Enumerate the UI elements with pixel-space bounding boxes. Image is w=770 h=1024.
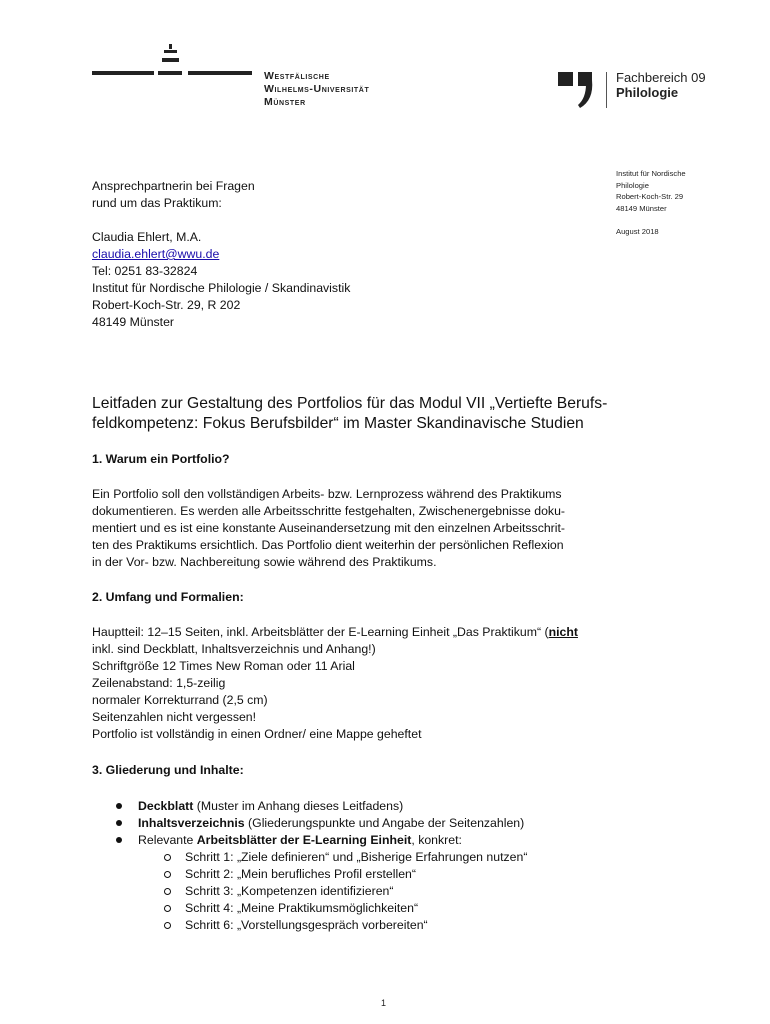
section-paragraph <box>92 624 682 743</box>
contact-intro: rund um das Praktikum: <box>92 196 222 210</box>
page-number: 1 <box>381 998 387 1008</box>
title-line: feldkompetenz: Fokus Berufsbilder“ im Master Skandinavische Studien <box>92 415 584 432</box>
university-logo <box>92 44 422 116</box>
paragraph-line: mentiert und es ist eine konstante Auseinandersetzung mit den einzelnen Arbeitsschrit- <box>92 521 566 535</box>
bullet-icon <box>116 837 122 843</box>
sub-list-item <box>116 917 716 934</box>
paragraph-line: in der Vor- bzw. Nachbereitung sowie während des Praktikums. <box>92 555 437 569</box>
address-line: 48149 Münster <box>616 203 667 213</box>
paragraph-line: Zeilenabstand: 1,5-zeilig <box>92 676 226 690</box>
faculty-name: Fachbereich 09 <box>616 70 706 85</box>
paragraph-line: inkl. sind Deckblatt, Inhaltsverzeichnis und Anhang!) <box>92 642 376 656</box>
list-item-text: , konkret: <box>411 833 462 847</box>
university-name-line: Westfälische <box>264 70 330 82</box>
circle-bullet-icon <box>164 854 171 861</box>
faculty-logo <box>556 70 726 112</box>
list-item-text: (Muster im Anhang dieses Leitfadens) <box>193 799 404 813</box>
bullet-icon <box>116 820 122 826</box>
list-item <box>116 815 716 832</box>
sub-list-item-text: Schritt 4: „Meine Praktikumsmöglichkeiten“ <box>185 901 419 915</box>
circle-bullet-icon <box>164 871 171 878</box>
sub-list-item <box>116 900 716 917</box>
contact-institute: Institut für Nordische Philologie / Skandinavistik <box>92 281 351 295</box>
list-item-bold: Inhaltsverzeichnis <box>138 816 245 830</box>
address-line: Institut für Nordische <box>616 169 686 178</box>
faculty-quote-icon <box>556 70 600 110</box>
paragraph-line: Portfolio ist vollständig in einen Ordner/ eine Mappe geheftet <box>92 727 422 741</box>
university-name-line: Wilhelms-Universität <box>264 83 370 95</box>
title-line: Leitfaden zur Gestaltung des Portfolios für das Modul VII „Vertiefte Berufs- <box>92 395 608 412</box>
section-heading: 3. Gliederung und Inhalte: <box>92 763 244 777</box>
university-name <box>264 70 369 109</box>
sub-list-item <box>116 883 716 900</box>
sub-list-item-text: Schritt 2: „Mein berufliches Profil erstellen“ <box>185 867 416 881</box>
list-item-text: (Gliederungspunkte und Angabe der Seitenzahlen) <box>244 816 525 830</box>
list-item <box>116 798 716 815</box>
document-date: August 2018 <box>616 227 659 236</box>
emphasis-text: nicht <box>548 625 578 639</box>
bullet-icon <box>116 803 122 809</box>
paragraph-line <box>92 624 682 641</box>
sub-list-item-text: Schritt 6: „Vorstellungsgespräch vorbereiten“ <box>185 918 428 932</box>
university-name-line: Münster <box>264 96 306 108</box>
section-heading: 2. Umfang und Formalien: <box>92 590 244 604</box>
circle-bullet-icon <box>164 888 171 895</box>
list-item-text: Relevante <box>138 833 197 847</box>
circle-bullet-icon <box>164 905 171 912</box>
section-paragraph <box>92 486 682 571</box>
contact-street: Robert-Koch-Str. 29, R 202 <box>92 298 241 312</box>
paragraph-line: ten des Praktikums ersichtlich. Das Portfolio dient weiterhin der persönlichen Reflexion <box>92 538 564 552</box>
sub-list-item-text: Schritt 1: „Ziele definieren“ und „Bisherige Erfahrungen nutzen“ <box>185 850 528 864</box>
contact-intro: Ansprechpartnerin bei Fragen <box>92 179 255 193</box>
contact-email-link[interactable]: claudia.ehlert@wwu.de <box>92 247 220 261</box>
address-line: Philologie <box>616 180 649 190</box>
faculty-separator <box>606 72 607 108</box>
paragraph-line: normaler Korrekturrand (2,5 cm) <box>92 693 268 707</box>
paragraph-line: Seitenzahlen nicht vergessen! <box>92 710 257 724</box>
contact-name: Claudia Ehlert, M.A. <box>92 230 202 244</box>
list-item-bold: Arbeitsblätter der E-Learning Einheit <box>196 833 412 847</box>
paragraph-line: Schriftgröße 12 Times New Roman oder 11 Arial <box>92 659 355 673</box>
sub-list-item <box>116 866 716 883</box>
paragraph-line: dokumentieren. Es werden alle Arbeitsschritte festgehalten, Zwischenergebnisse doku- <box>92 504 566 518</box>
faculty-subject: Philologie <box>616 85 679 100</box>
contact-block <box>92 178 532 331</box>
university-emblem-icon <box>92 44 262 84</box>
list-item <box>116 832 716 849</box>
sub-list-item <box>116 849 716 866</box>
paragraph-line: Ein Portfolio soll den vollständigen Arbeits- bzw. Lernprozess während des Praktikums <box>92 487 562 501</box>
paragraph-text: Hauptteil: 12–15 Seiten, inkl. Arbeitsblätter der E-Learning Einheit „Das Praktikum“ ( <box>92 625 549 639</box>
sub-list-item-text: Schritt 3: „Kompetenzen identifizieren“ <box>185 884 394 898</box>
contact-phone: Tel: 0251 83-32824 <box>92 264 198 278</box>
address-line: Robert-Koch-Str. 29 <box>616 192 684 201</box>
institute-address <box>616 168 736 214</box>
list-item-bold: Deckblatt <box>138 799 194 813</box>
document-title <box>92 394 682 434</box>
circle-bullet-icon <box>164 922 171 929</box>
section-heading: 1. Warum ein Portfolio? <box>92 452 230 466</box>
contact-city: 48149 Münster <box>92 315 175 329</box>
content-list <box>116 798 716 934</box>
